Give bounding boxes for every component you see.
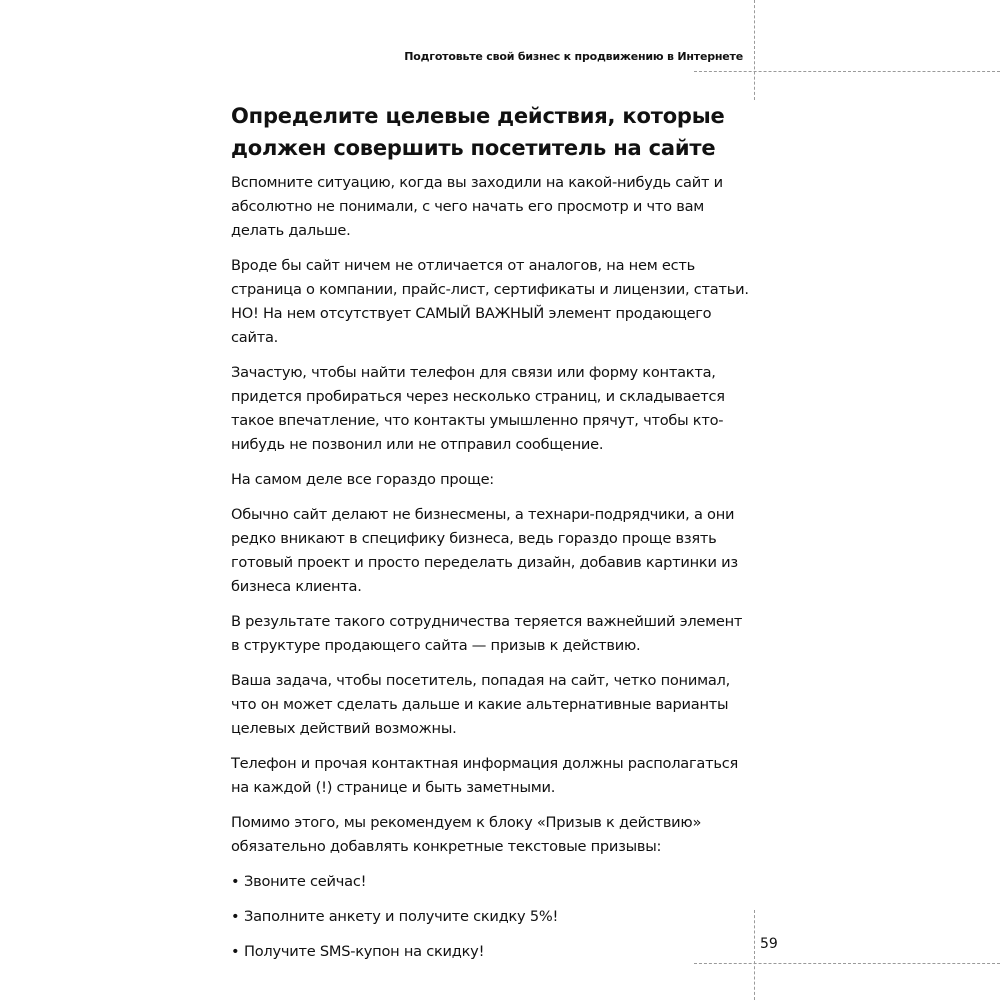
running-header: Подготовьте свой бизнес к продвижению в Интернете <box>404 50 743 63</box>
call-to-action-list <box>231 870 752 964</box>
list-item-text: Звоните сейчас! <box>244 873 367 890</box>
list-item <box>231 905 752 929</box>
bullet-icon: • <box>231 943 240 960</box>
crop-mark-top-horizontal <box>694 71 1000 72</box>
paragraph: Вспомните ситуацию, когда вы заходили на какой-нибудь сайт и абсолютно не понимали, с чего начать его просмотр и что вам делать дальше. <box>231 174 723 239</box>
page-number: 59 <box>760 936 778 952</box>
paragraph: Помимо этого, мы рекомендуем к блоку «Призыв к действию» обязательно добавлять конкретные текстовые призывы: <box>231 814 702 855</box>
paragraph: В результате такого сотрудничества теряется важнейший элемент в структуре продающего сайта — призыв к действию. <box>231 613 743 654</box>
bullet-icon: • <box>231 908 240 925</box>
paragraph: Вроде бы сайт ничем не отличается от аналогов, на нем есть страница о компании, прайс-лист, сертификаты и лицензии, статьи. НО! На нем отсутствует САМЫЙ ВАЖНЫЙ элемент продающего сайта. <box>231 257 749 346</box>
list-item-text: Заполните анкету и получите скидку 5%! <box>244 908 559 925</box>
section-title: Определите целевые действия, которые должен совершить посетитель на сайте <box>231 104 725 160</box>
list-item-text: Получите SMS-купон на скидку! <box>244 943 485 960</box>
page-content <box>231 100 752 975</box>
crop-mark-bottom-vertical <box>754 910 755 1000</box>
list-item <box>231 870 752 894</box>
paragraph: Телефон и прочая контактная информация должны располагаться на каждой (!) странице и быть заметными. <box>231 755 738 796</box>
paragraph: На самом деле все гораздо проще: <box>231 471 494 488</box>
crop-mark-top-vertical <box>754 0 755 100</box>
paragraph: Обычно сайт делают не бизнесмены, а технари-подрядчики, а они редко вникают в специфику бизнеса, ведь гораздо проще взять готовый проект и просто переделать дизайн, добавив картинки из бизнеса клиента. <box>231 506 738 595</box>
paragraph: Зачастую, чтобы найти телефон для связи или форму контакта, придется пробираться через несколько страниц, и складывается такое впечатление, что контакты умышленно прячут, чтобы кто-нибудь не позвонил или не отправил сообщение. <box>231 364 725 453</box>
paragraph: Ваша задача, чтобы посетитель, попадая на сайт, четко понимал, что он может сделать дальше и какие альтернативные варианты целевых действий возможны. <box>231 672 730 737</box>
list-item <box>231 940 752 964</box>
bullet-icon: • <box>231 873 240 890</box>
